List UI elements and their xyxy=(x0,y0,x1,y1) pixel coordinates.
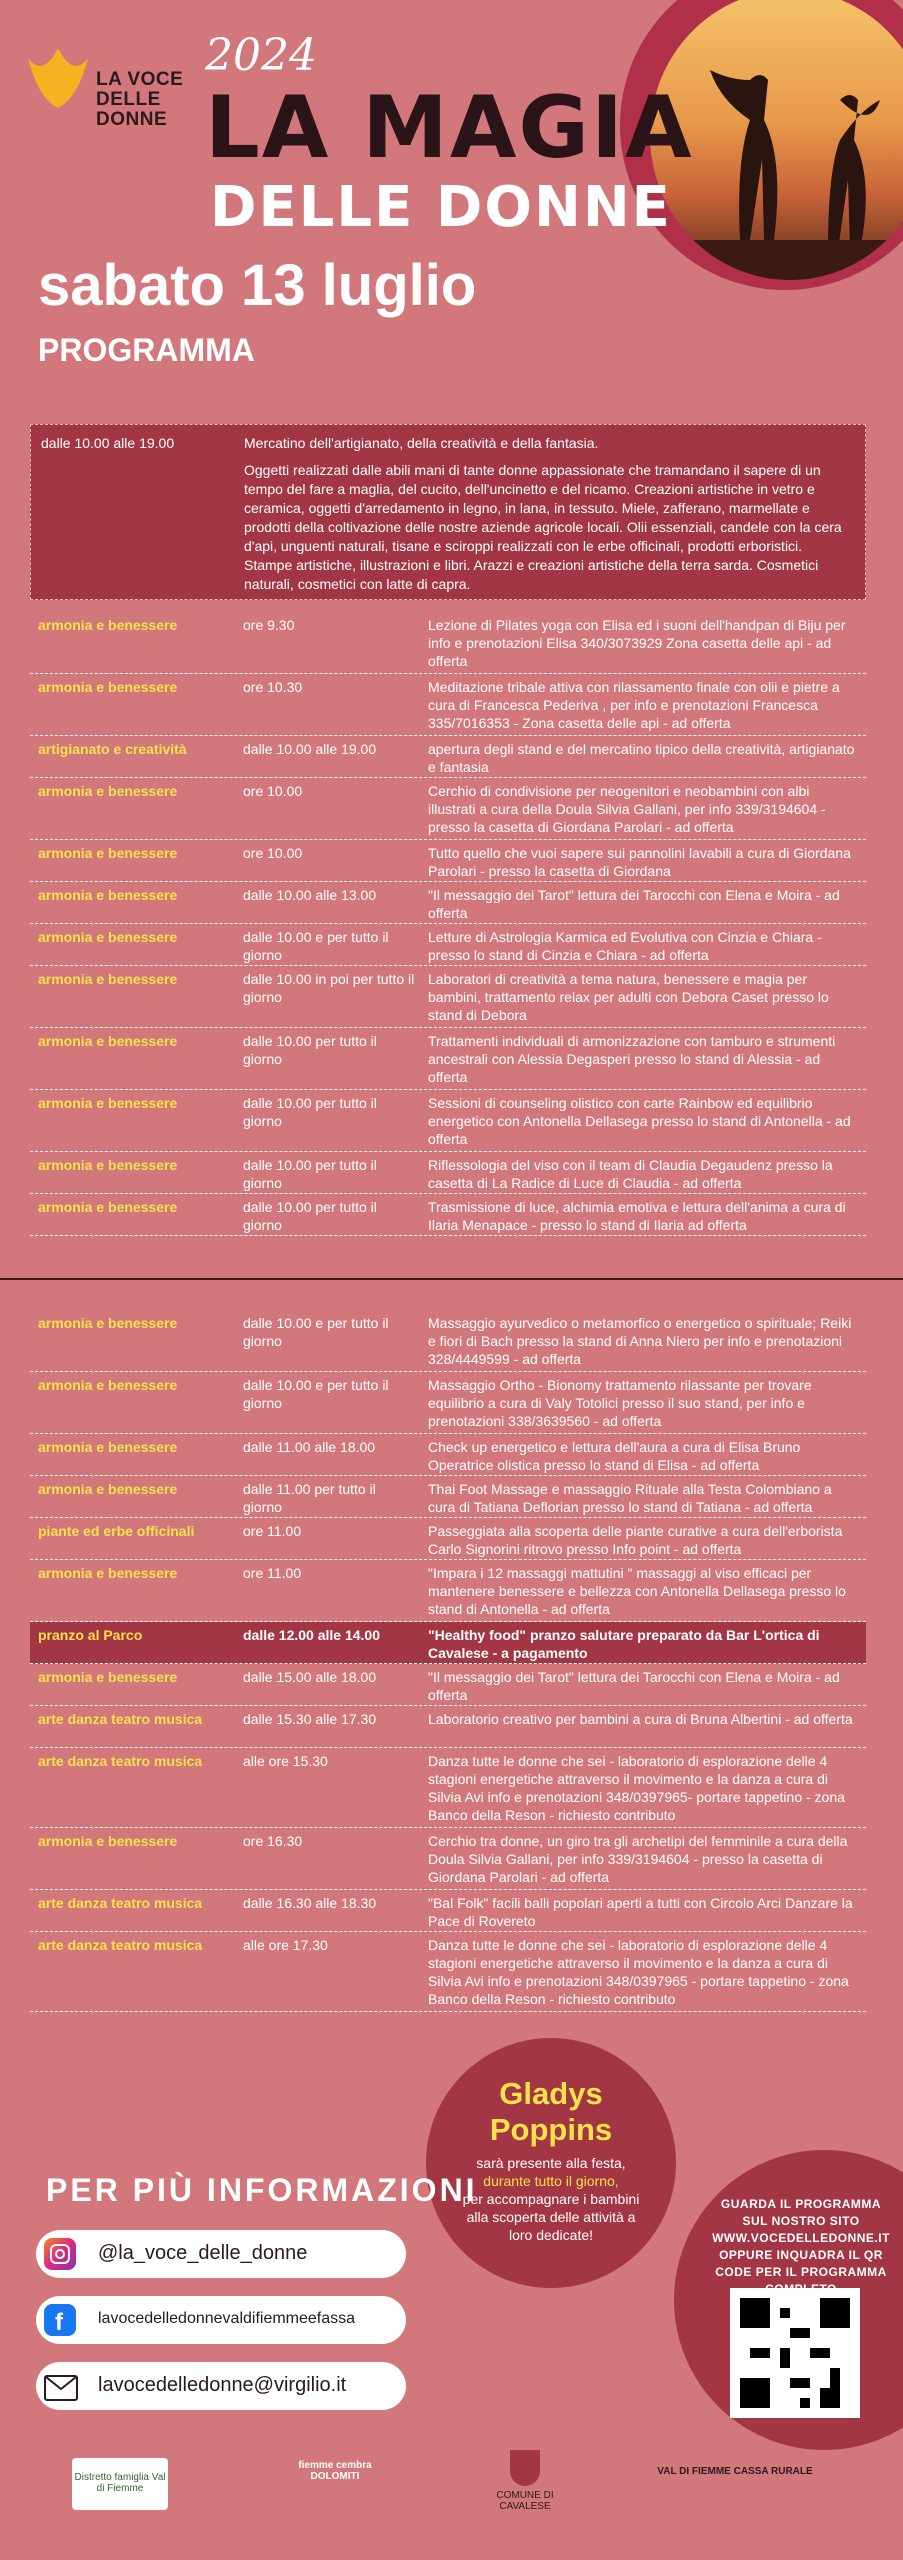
row-desc: Thai Foot Massage e massaggio Rituale alla Testa Colombiano a cura di Tatiana Deflorian presso lo stand di Tatiana - ad offerta xyxy=(428,1481,832,1515)
program-row xyxy=(30,1518,866,1560)
row-desc: Riflessologia del viso con il team di Claudia Degaudenz presso la casetta di La Radice di Luce di Claudia - ad offerta xyxy=(428,1157,833,1191)
row-desc: Passeggiata alla scoperta delle piante curative a cura dell'erborista Carlo Signorini ritrovo presso Info point - ad offerta xyxy=(428,1523,843,1557)
info-title: PER PIÙ INFORMAZIONI xyxy=(46,2172,478,2208)
row-cat: armonia e benessere xyxy=(38,971,178,987)
program-row xyxy=(30,674,866,736)
row-cat: arte danza teatro musica xyxy=(38,1895,203,1911)
program-row xyxy=(30,1372,866,1434)
program-row xyxy=(30,1828,866,1890)
row-desc: "Healthy food" pranzo salutare preparato da Bar L'ortica di Cavalese - a pagamento xyxy=(428,1627,820,1661)
row-time: dalle 10.00 e per tutto il giorno xyxy=(243,929,389,963)
qr-code[interactable] xyxy=(730,2288,860,2418)
row-time: dalle 10.00 alle 19.00 xyxy=(243,741,377,757)
row-desc: Sessioni di counseling olistico con carte Rainbow ed equilibrio energetico con Antonella Dellasega presso lo stand di Antonella - ad offerta xyxy=(428,1095,851,1147)
program-heading: PROGRAMMA xyxy=(38,332,255,368)
row-time: dalle 10.00 e per tutto il giorno xyxy=(243,1315,389,1349)
row-cat: arte danza teatro musica xyxy=(38,1937,203,1953)
row-cat: armonia e benessere xyxy=(38,1833,178,1849)
facebook-pill[interactable] xyxy=(36,2296,406,2344)
facebook-icon xyxy=(44,2304,76,2336)
program-list-2 xyxy=(30,1310,866,2012)
row-time: dalle 15.30 alle 17.30 xyxy=(243,1711,377,1727)
row-time: ore 11.00 xyxy=(243,1565,302,1581)
email-pill[interactable] xyxy=(36,2362,406,2410)
intro-description: Oggetti realizzati dalle abili mani di tante donne appassionate che tramandano il sapere di un tempo del fare a maglia, del cucito, dell'uncinetto e del ricamo. Creazioni artistiche in vetro e ceramica, oggetti d'arredamento in legno, in lana, in tessuto. Miele, zafferano, marmellate e prodotti della coltivazione delle nostre aziende agricole locali. Olii essenziali, candele con la cera d'api, unguenti naturali, tisane e sciroppi realizzati con le erbe officinali, prodotti erboristici. Stampe artistiche, illustrazioni e libri. Arazzi e creazioni artistiche della terra sarda. Cosmetici naturali, cosmetici con latte di capra. xyxy=(244,462,842,592)
row-desc: Massaggio ayurvedico o metamorfico o energetico o spirituale; Reiki e fiori di Bach presso la stand di Anna Niero per info e prenotazioni 328/4449599 - ad offerta xyxy=(428,1315,852,1367)
row-desc: Trasmissione di luce, alchimia emotiva e lettura dell'anima a cura di Ilaria Menapace - presso lo stand di Ilaria ad offerta xyxy=(428,1199,846,1233)
row-time: dalle 10.00 in poi per tutto il giorno xyxy=(243,971,415,1005)
facebook-page[interactable]: lavocedelledonnevaldifiemmeefassa xyxy=(98,2310,356,2327)
row-desc: Meditazione tribale attiva con rilassamento finale con olii e pietre a cura di Francesca Pederiva , per info e prenotazioni Francesca 335/7016353 - Zona casetta delle api - ad offerta xyxy=(428,679,840,731)
row-desc: "Il messaggio dei Tarot" lettura dei Tarocchi con Elena e Moira - ad offerta xyxy=(428,1669,840,1703)
row-cat: arte danza teatro musica xyxy=(38,1753,203,1769)
row-time: ore 16.30 xyxy=(243,1833,303,1849)
row-cat: armonia e benessere xyxy=(38,1157,178,1173)
row-time: alle ore 15.30 xyxy=(243,1753,328,1769)
instagram-pill[interactable] xyxy=(36,2230,406,2278)
instagram-icon xyxy=(44,2238,76,2270)
row-desc: Danza tutte le donne che sei - laboratorio di esplorazione delle 4 stagioni energetiche attraverso il movimento e la danza a cura di Silvia Avi info e prenotazioni 348/0397965 - portare tappetino - zona Banco della Reson - richiesto contributo xyxy=(428,1937,849,2007)
coat-of-arms-icon xyxy=(510,2450,540,2486)
row-cat: armonia e benessere xyxy=(38,1315,178,1331)
row-time: ore 10.00 xyxy=(243,845,303,861)
row-time: dalle 10.00 per tutto il giorno xyxy=(243,1033,377,1067)
row-time: ore 9.30 xyxy=(243,617,295,633)
gladys-description: sarà presente alla festa, durante tutto il giorno, per accompagnare i bambini alla scoperta delle attività a loro dedicate! xyxy=(462,2155,640,2243)
row-time: dalle 10.00 e per tutto il giorno xyxy=(243,1377,389,1411)
program-row xyxy=(30,1028,866,1090)
program-row xyxy=(30,1932,866,2012)
row-desc: Tutto quello che vuoi sapere sui pannolini lavabili a cura di Giordana Parolari - presso la casetta di Giordana xyxy=(428,845,851,879)
row-time: ore 11.00 xyxy=(243,1523,302,1539)
program-row xyxy=(30,840,866,882)
sponsor-fiemme-cembra: fiemme cembra DOLOMITI xyxy=(298,2460,372,2482)
svg-text:f: f xyxy=(55,2309,63,2336)
program-row xyxy=(30,1090,866,1152)
row-cat: armonia e benessere xyxy=(38,783,178,799)
mail-icon xyxy=(44,2375,78,2401)
program-row xyxy=(30,966,866,1028)
row-desc: Trattamenti individuali di armonizzazione con tamburo e strumenti ancestrali con Alessia Degasperi presso lo stand di Alessia - ad offerta xyxy=(428,1033,836,1085)
row-desc: Cerchio di condivisione per neogenitori e neobambini con albi illustrati a cura della Doula Silvia Gallani, per info 339/3194604 - presso la casetta di Giordana Parolari - ad offerta xyxy=(428,783,826,835)
program-row xyxy=(30,612,866,674)
instagram-handle[interactable]: @la_voce_delle_donne xyxy=(98,2242,308,2264)
row-desc: Danza tutte le donne che sei - laboratorio di esplorazione delle 4 stagioni energetiche attraverso il movimento e la danza a cura di Silvia Avi info e prenotazioni 348/0397965- portare tappetino - zona Banco della Reson - richiesto contributo xyxy=(428,1753,845,1823)
row-time: dalle 11.00 alle 18.00 xyxy=(243,1439,376,1455)
program-row xyxy=(30,1622,866,1664)
program-row xyxy=(30,882,866,924)
program-row xyxy=(30,1664,866,1706)
row-desc: Laboratori di creatività a tema natura, benessere e magia per bambini, trattamento relax per adulti con Debora Caset presso lo stand di Debora xyxy=(428,971,829,1023)
row-cat: armonia e benessere xyxy=(38,845,178,861)
logo-text: LA VOCE DELLE DONNE xyxy=(96,69,184,130)
sponsors xyxy=(0,2430,903,2560)
row-desc: Cerchio tra donne, un giro tra gli archetipi del femminile a cura della Doula Silvia Gallani, per info 339/3194604 - presso la casetta di Giordana Parolari - ad offerta xyxy=(428,1833,848,1885)
row-desc: Laboratorio creativo per bambini a cura di Bruna Albertini - ad offerta xyxy=(428,1711,853,1727)
row-time: dalle 16.30 alle 18.30 xyxy=(243,1895,377,1911)
row-cat: armonia e benessere xyxy=(38,887,178,903)
year: 2024 xyxy=(205,30,317,81)
row-cat: artigianato e creatività xyxy=(38,741,187,757)
row-time: dalle 15.00 alle 18.00 xyxy=(243,1669,377,1685)
row-cat: armonia e benessere xyxy=(38,1669,178,1685)
row-time: dalle 10.00 per tutto il giorno xyxy=(243,1095,377,1129)
sponsor-comune: COMUNE DI CAVALESE xyxy=(480,2450,570,2512)
program-row xyxy=(30,1890,866,1932)
row-desc: Massaggio Ortho - Bionomy trattamento rilassante per trovare equilibrio a cura di Valy Totolici presso il suo stand, per info e prenotazioni 338/3639560 - ad offerta xyxy=(428,1377,812,1429)
sponsor-cassa-rurale: VAL DI FIEMME CASSA RURALE xyxy=(657,2466,813,2477)
row-time: ore 10.30 xyxy=(243,679,303,695)
row-cat: armonia e benessere xyxy=(38,1095,178,1111)
row-cat: armonia e benessere xyxy=(38,1033,178,1049)
row-cat: armonia e benessere xyxy=(38,617,178,633)
row-time: dalle 11.00 per tutto il giorno xyxy=(243,1481,376,1515)
row-desc: "Il messaggio dei Tarot" lettura dei Tarocchi con Elena e Moira - ad offerta xyxy=(428,887,840,921)
intro-time: dalle 10.00 alle 19.00 xyxy=(41,435,175,451)
program-list-1 xyxy=(30,612,866,1236)
row-time: ore 10.00 xyxy=(243,783,303,799)
row-time: dalle 10.00 per tutto il giorno xyxy=(243,1157,377,1191)
program-row xyxy=(30,1560,866,1622)
row-cat: armonia e benessere xyxy=(38,1199,178,1215)
program-row xyxy=(30,1748,866,1828)
row-desc: Check up energetico e lettura dell'aura a cura di Elisa Bruno Operatrice olistica presso lo stand di Elisa - ad offerta xyxy=(428,1439,801,1473)
sponsor-distretto: Distretto famiglia Val di Fiemme xyxy=(72,2458,168,2510)
row-cat: armonia e benessere xyxy=(38,1481,178,1497)
row-desc: Lezione di Pilates yoga con Elisa ed i suoni dell'handpan di Biju per info e prenotazioni Elisa 340/3073929 Zona casetta delle api - ad offerta xyxy=(428,617,846,669)
gladys-circle xyxy=(426,2038,676,2288)
event-date: sabato 13 luglio xyxy=(38,253,477,318)
program-row xyxy=(30,1194,866,1236)
row-cat: pranzo al Parco xyxy=(38,1627,143,1643)
row-cat: piante ed erbe officinali xyxy=(38,1523,195,1539)
row-desc: Letture di Astrologia Karmica ed Evolutiva con Cinzia e Chiara - presso lo stand di Cinzia e Chiara - ad offerta xyxy=(428,929,822,963)
program-row xyxy=(30,778,866,840)
divider xyxy=(0,1278,903,1280)
program-row xyxy=(30,736,866,778)
program-row xyxy=(30,924,866,966)
row-time: dalle 10.00 alle 13.00 xyxy=(243,887,377,903)
title-line2: DELLE DONNE xyxy=(210,175,672,240)
row-cat: arte danza teatro musica xyxy=(38,1711,203,1727)
program-row xyxy=(30,1434,866,1476)
intro-box xyxy=(30,424,866,600)
intro-heading: Mercatino dell'artigianato, della creatività e della fantasia. xyxy=(244,435,599,451)
row-time: alle ore 17.30 xyxy=(243,1937,328,1953)
row-cat: armonia e benessere xyxy=(38,1439,178,1455)
header xyxy=(0,0,903,430)
row-desc: "Bal Folk" facili balli popolari aperti a tutti con Circolo Arci Danzare la Pace di Rovereto xyxy=(428,1895,853,1929)
row-time: dalle 10.00 per tutto il giorno xyxy=(243,1199,377,1233)
program-row xyxy=(30,1152,866,1194)
email-address[interactable]: lavocedelledonne@virgilio.it xyxy=(98,2374,347,2396)
row-desc: apertura degli stand e del mercatino tipico della creatività, artigianato e fantasia xyxy=(428,741,855,775)
row-cat: armonia e benessere xyxy=(38,679,178,695)
row-cat: armonia e benessere xyxy=(38,929,178,945)
row-cat: armonia e benessere xyxy=(38,1565,178,1581)
gladys-name: Gladys Poppins xyxy=(489,2076,613,2147)
program-row xyxy=(30,1476,866,1518)
program-row xyxy=(30,1706,866,1748)
title-line1: LA MAGIA xyxy=(205,78,694,178)
row-cat: armonia e benessere xyxy=(38,1377,178,1393)
row-desc: "Impara i 12 massaggi mattutini " massaggi al viso efficaci per mantenere benessere e bellezza con Antonella Dellasega presso lo stand di Antonella - ad offerta xyxy=(428,1565,846,1617)
program-row xyxy=(30,1310,866,1372)
row-time: dalle 12.00 alle 14.00 xyxy=(243,1627,380,1643)
qr-text: GUARDA IL PROGRAMMA SUL NOSTRO SITO WWW.VOCEDELLEDONNE.IT OPPURE INQUADRA IL QR CODE PER IL PROGRAMMA xyxy=(712,2197,890,2279)
